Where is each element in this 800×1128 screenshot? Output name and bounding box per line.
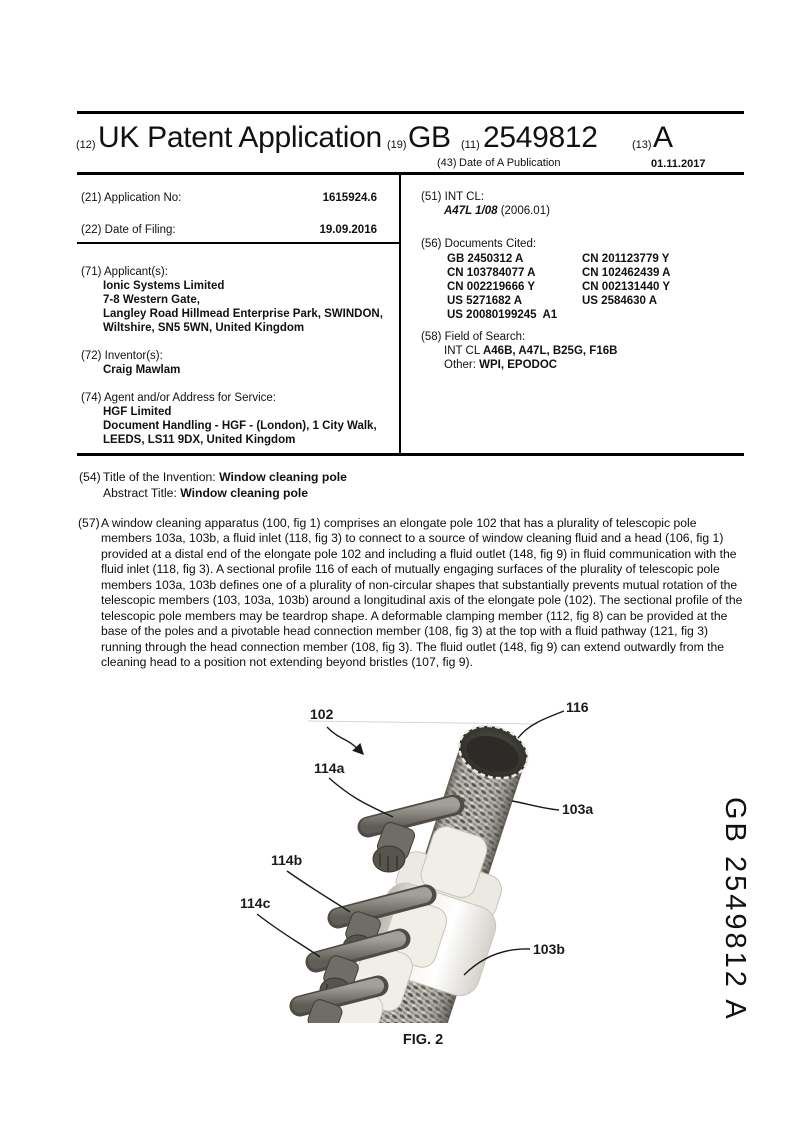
inventors-label: (72) Inventor(s): [81,350,163,362]
abstract-title-line [103,486,308,502]
search-classes: A46B, A47L, B25G, F16B [482,345,618,357]
agent-line: LEEDS, LS11 9DX, United Kingdom [103,434,296,446]
agent-line: HGF Limited [103,406,172,418]
leader-103a [512,801,559,810]
cited-doc: CN 002219666 Y [447,281,536,293]
search-other-prefix: Other: [444,359,480,371]
top-rule [77,111,744,114]
label-102-faint-line [308,721,538,724]
search-databases: WPI, EPODOC [479,359,558,371]
documents-cited-col2 [582,252,670,308]
figure-label-114c: 114c [240,895,271,911]
column-divider [399,172,401,453]
inid-11: (11) [461,139,480,151]
agent-label: (74) Agent and/or Address for Service: [81,392,276,404]
applicant-line: 7-8 Western Gate, [103,294,200,306]
figure-label-116: 116 [566,699,589,715]
leader-114b [287,871,350,912]
abstract-title: Window cleaning pole [180,486,309,500]
figure-caption: FIG. 2 [402,1032,444,1048]
applicant-line: Wiltshire, SN5 5WN, United Kingdom [103,322,305,334]
abstract-title-prefix: Abstract Title: [103,486,181,500]
invention-title-line [103,470,347,486]
cited-doc: GB 2450312 A [447,253,524,265]
applicants-label: (71) Applicant(s): [81,266,168,278]
filing-date-label: (22) Date of Filing: [81,224,176,236]
documents-cited-col1 [447,252,557,322]
applicants-list [103,279,383,335]
abstract-text: A window cleaning apparatus (100, fig 1) comprises an elongate pole 102 that has a plurality of telescopic pole members 103a, 103b, a fluid inlet (118, fig 3) to connect to a source of window cleaning fluid and a head (106, fig 1) provided at a distal end of the elongate pole 102 and including a fluid outlet (148, fig 9) in fluid communication with the fluid inlet (118, fig 3). A sectional profile 116 of each of mutually engaging surfaces of the plurality of telescopic pole members 103a, 103b defines one of a plurality of non-circular shapes that substantially prevents mutual rotation of the telescopic members (103, 103a, 103b) around a longitudinal axis of the elongate pole (102). The sectional profile of the telescopic pole members may be teardrop shape. A deformable clamping member (112, fig 8) can be provided at the base of the poles and a pivotable head connection member (108, fig 3) at the top with a fluid pathway (121, fig 3) running through the head connection member (108, fig 3). The fluid outlet (148, fig 9) can extend outwardly from the cleaning head to a position not extending beyond bristles (107, fig 9). [101,516,743,670]
applicant-line: Ionic Systems Limited [103,280,225,292]
country-code: GB [408,121,451,154]
leader-116 [518,711,564,738]
figure-label-103a: 103a [562,801,594,817]
publication-date-label: Date of A Publication [459,157,561,169]
int-cl-version: (2006.01) [497,205,550,217]
applicant-line: Langley Road Hillmead Enterprise Park, SWINDON, [103,308,383,320]
inid-12: (12) [76,139,96,151]
cited-doc: US 5271682 A [447,295,523,307]
application-no-value: 1615924.6 [322,192,377,204]
cited-doc: CN 103784077 A [447,267,536,279]
leader-102 [327,727,363,754]
kind-code: A [653,121,673,154]
figure-label-103b: 103b [533,941,565,957]
title-prefix: Title of the Invention: [103,470,220,484]
int-cl-value [444,204,550,218]
figure-label-114a: 114a [314,760,345,776]
cited-doc: US 20080199245 A1 [447,309,558,321]
int-cl-code: A47L 1/08 [444,205,498,217]
cited-doc: CN 102462439 A [582,267,671,279]
figure-2 [230,690,670,1060]
leader-114a [329,778,393,817]
bibliography-bottom-rule [77,453,744,456]
header-bottom-rule [77,172,744,175]
inventors-list [103,363,180,377]
inventor-line: Craig Mawlam [103,364,181,376]
publication-number: 2549812 [483,121,598,154]
cited-doc: US 2584630 A [582,295,658,307]
inid-43: (43) [437,157,457,169]
inid-54: (54) [79,470,101,484]
inid-13: (13) [632,139,652,151]
doc-type-title: UK Patent Application [98,121,382,154]
field-of-search-line1 [444,344,617,358]
filing-date-value: 19.09.2016 [319,224,377,236]
agent-line: Document Handling - HGF - (London), 1 City Walk, [103,420,377,432]
figure-label-102: 102 [310,706,334,722]
figure-label-114b: 114b [271,852,303,868]
cited-doc: CN 201123779 Y [582,253,670,265]
search-prefix: INT CL [444,345,483,357]
field-of-search-label: (58) Field of Search: [421,331,526,343]
inid-57: (57) [78,516,100,530]
sidebar-publication-id: GB 2549812 A [719,797,751,1022]
leader-114c [257,914,320,957]
invention-title: Window cleaning pole [219,470,347,484]
documents-cited-label: (56) Documents Cited: [421,238,537,250]
int-cl-label: (51) INT CL: [421,191,485,203]
agent-list [103,405,377,447]
field-of-search-line2 [444,358,557,372]
application-no-label: (21) Application No: [81,192,182,204]
left-column-subrule [77,242,399,244]
inid-19: (19) [387,139,407,151]
cited-doc: CN 002131440 Y [582,281,671,293]
publication-date: 01.11.2017 [651,158,706,170]
